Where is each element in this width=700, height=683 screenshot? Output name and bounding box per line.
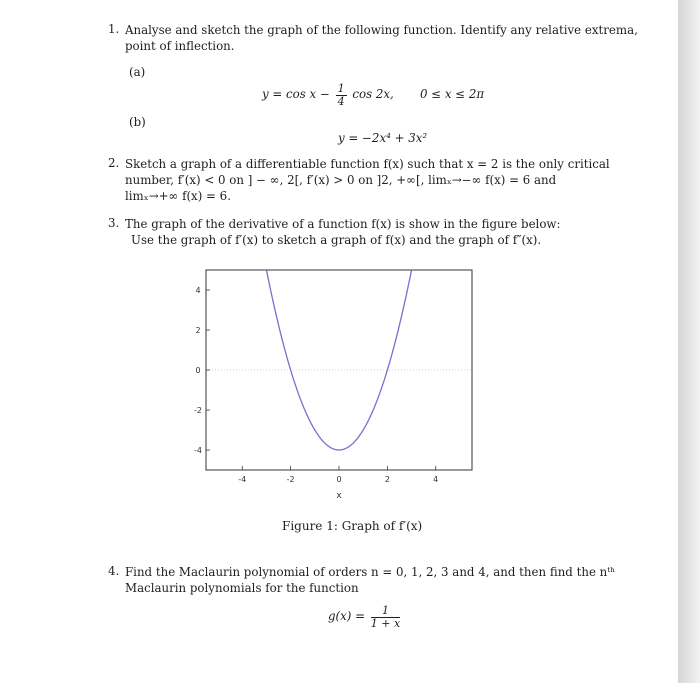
figure-caption: Figure 1: Graph of f′(x) [282,519,423,533]
x-tick-label: -2 [286,475,295,484]
problem-1a-fraction [336,83,347,108]
problem-1a-label: (a) [129,65,146,79]
problem-2-line-2: number, f′(x) < 0 on ] − ∞, 2[, f′(x) > 0 on ]2, +∞[, limₓ→−∞ f(x) = 6 and [125,173,557,187]
problem-2-number: 2. [108,156,120,170]
problem-4-fraction [371,605,400,630]
y-tick-label: 0 [195,366,201,375]
x-tick-label: 0 [336,475,342,484]
problem-1-line-2: point of inflection. [125,39,235,53]
derivative-graph [176,262,476,522]
problem-1a-lhs: y = cos x − [262,87,330,101]
problem-1a-frac-num: 1 [337,81,345,95]
x-tick-label: -4 [238,475,247,484]
x-axis-label: x [336,491,342,501]
x-tick-label: 4 [433,475,439,484]
problem-1b-label: (b) [129,115,146,129]
problem-1-line-1: Analyse and sketch the graph of the following function. Identify any relative extrema, [125,23,638,37]
problem-4-equation [328,600,402,632]
y-tick-label: -4 [194,446,202,455]
problem-3-line-1: The graph of the derivative of a function f(x) is show in the figure below: [125,217,561,231]
problem-1a-frac-den: 4 [337,94,345,108]
problem-2-line-3: limₓ→+∞ f(x) = 6. [125,189,231,203]
problem-4-line-2: Maclaurin polynomials for the function [125,581,359,595]
problem-3-number: 3. [108,216,120,230]
y-tick-label: -2 [194,406,202,415]
problem-1a-domain: 0 ≤ x ≤ 2π [420,87,485,101]
problem-4-frac-den: 1 + x [370,616,401,630]
problem-4-line-1: Find the Maclaurin polynomial of orders n = 0, 1, 2, 3 and 4, and then find the nᵗʰ [125,565,616,579]
series-line [266,270,411,450]
problem-4-number: 4. [108,564,120,578]
problem-1b-equation: y = −2x⁴ + 3x² [338,131,428,145]
problem-4-lhs: g(x) = [328,609,366,623]
problem-4-frac-num: 1 [371,605,400,618]
problem-1a-equation [262,80,394,108]
y-tick-label: 4 [195,286,201,295]
problem-1a-rhs: cos 2x, [352,87,394,101]
page-edge [678,0,700,683]
y-tick-label: 2 [195,326,201,335]
problem-3-line-2: Use the graph of f′(x) to sketch a graph of f(x) and the graph of f″(x). [131,233,542,247]
problem-2-line-1: Sketch a graph of a differentiable function f(x) such that x = 2 is the only critical [125,157,610,171]
problem-1-number: 1. [108,22,120,36]
x-tick-label: 2 [384,475,390,484]
